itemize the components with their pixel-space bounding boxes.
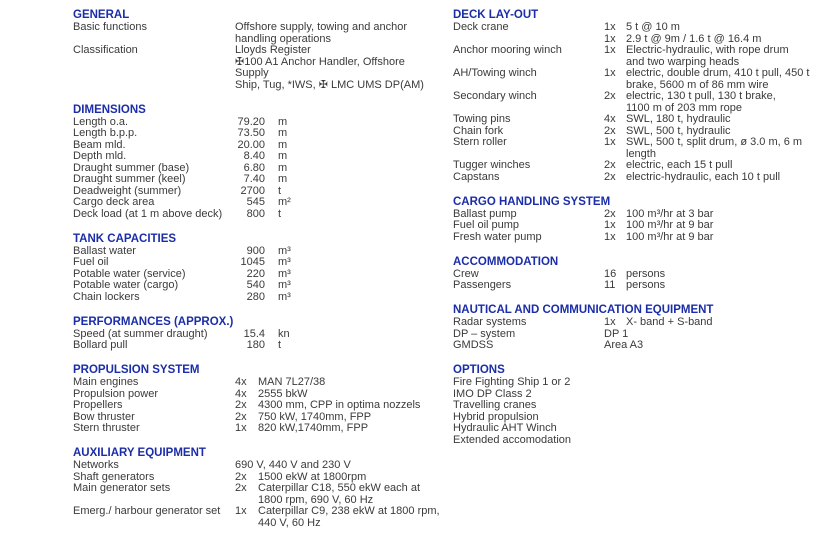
spec-value (258, 423, 441, 435)
spec-number: 79.20 (237, 115, 265, 128)
section-title: DIMENSIONS (73, 103, 146, 116)
spec-label: Networks (73, 459, 119, 471)
section-cargo-handling-system (453, 196, 827, 244)
spec-value-line: and two warping heads (626, 55, 740, 68)
spec-row (73, 128, 441, 140)
spec-value-line: handling operations (235, 32, 332, 45)
spec-value-line: 750 kW, 1740mm, FPP (258, 410, 372, 423)
spec-row (453, 400, 827, 412)
spec-value-line: MAN 7L27/38 (258, 376, 326, 388)
spec-value-line: 1500 ekW at 1800rpm (258, 470, 367, 483)
section-title: ACCOMMODATION (453, 255, 559, 268)
spec-row (73, 292, 441, 304)
spec-label: Draught summer (keel) (73, 173, 186, 185)
spec-value-line: 820 kW,1740mm, FPP (258, 422, 369, 434)
spec-label: Fuel oil pump (453, 219, 520, 231)
spec-value-line: 2.9 t @ 9m / 1.6 t @ 16.4 m (626, 32, 762, 45)
spec-value-line: 2555 bkW (258, 387, 308, 400)
spec-value-line: Offshore supply, towing and anchor (235, 21, 408, 33)
spec-label: Main generator sets (73, 482, 171, 494)
spec-row (73, 22, 441, 45)
spec-row (73, 280, 441, 292)
spec-label: Length b.p.p. (73, 127, 138, 139)
spec-row (73, 174, 441, 186)
spec-label: Stern thruster (73, 422, 140, 434)
spec-row (73, 45, 441, 91)
spec-number: 280 (246, 290, 265, 303)
spec-value (626, 220, 827, 232)
spec-unit: m (278, 138, 288, 151)
spec-quantity: 2x (235, 410, 247, 423)
spec-unit: t (278, 339, 282, 351)
section-general (73, 9, 441, 91)
spec-row (453, 280, 827, 292)
spec-quantity: 1x (604, 21, 616, 33)
spec-quantity: 2x (604, 124, 616, 137)
spec-value-line: 5 t @ 10 m (626, 21, 680, 33)
spec-value-line: Electric-hydraulic, with rope drum (626, 44, 789, 56)
section-accommodation (453, 256, 827, 292)
spec-value (626, 114, 827, 126)
spec-value-line: brake, 5600 m of 86 mm wire (626, 78, 769, 91)
spec-value-line: electric-hydraulic, each 10 t pull (626, 170, 781, 183)
spec-row (73, 340, 441, 352)
spec-number: 900 (246, 244, 265, 257)
spec-label: Shaft generators (73, 470, 155, 483)
spec-row (73, 197, 441, 209)
spec-value-line: ✠100 A1 Anchor Handler, Offshore Supply (235, 55, 405, 79)
spec-row (73, 483, 441, 506)
spec-row (453, 377, 827, 389)
left-column (73, 9, 441, 542)
spec-label: Basic functions (73, 21, 147, 33)
spec-label: Propulsion power (73, 387, 158, 400)
spec-label: Deck crane (453, 21, 509, 33)
section-title: AUXILIARY EQUIPMENT (73, 447, 206, 459)
spec-number: 1045 (240, 256, 265, 268)
spec-number: 8.40 (243, 150, 265, 162)
spec-label: Emerg./ harbour generator set (73, 505, 221, 517)
spec-quantity: 11 (604, 279, 616, 291)
section-nautical-and-communication-equipment (453, 304, 827, 352)
section-title: PERFORMANCES (APPROX.) (73, 315, 234, 328)
spec-unit: m³ (278, 244, 291, 257)
spec-value-line: 1800 rpm, 690 V, 60 Hz (258, 493, 374, 506)
spec-quantity: 2x (604, 170, 616, 183)
spec-row (73, 506, 441, 529)
spec-quantity: 1x (604, 219, 616, 231)
spec-value (626, 160, 827, 172)
spec-label: Ballast pump (453, 207, 517, 220)
spec-quantity: 1x (604, 32, 616, 45)
spec-unit: m (278, 115, 288, 128)
section-title: CARGO HANDLING SYSTEM (453, 195, 611, 208)
spec-quantity: 1x (604, 316, 616, 328)
spec-value (626, 22, 827, 34)
spec-unit: m (278, 150, 288, 162)
spec-row (73, 377, 441, 389)
spec-value-line: Caterpillar C18, 550 ekW each at (258, 482, 421, 494)
spec-value-line: 1100 m of 203 mm rope (626, 101, 742, 114)
spec-value-line: 440 V, 60 Hz (258, 516, 321, 529)
spec-row (453, 91, 827, 114)
spec-label: DP – system (453, 327, 516, 340)
spec-label: Towing pins (453, 113, 511, 125)
spec-label: Anchor mooring winch (453, 44, 562, 56)
section-propulsion-system (73, 364, 441, 435)
spec-label: Secondary winch (453, 90, 537, 102)
spec-quantity: 16 (604, 267, 617, 280)
spec-unit: m³ (278, 279, 291, 291)
spec-value (453, 400, 827, 412)
spec-label: Depth mld. (73, 150, 127, 162)
spec-row (73, 257, 441, 269)
spec-value (258, 377, 441, 389)
spec-row (453, 317, 827, 329)
spec-value (258, 483, 441, 506)
spec-quantity: 2x (235, 482, 247, 494)
spec-unit: m (278, 127, 288, 139)
spec-label: Stern roller (453, 136, 507, 148)
spec-unit: m³ (278, 290, 291, 303)
spec-row (453, 22, 827, 34)
spec-number: 220 (246, 267, 265, 280)
spec-unit: m³ (278, 267, 291, 280)
spec-value (235, 22, 441, 45)
section-title: TANK CAPACITIES (73, 232, 177, 245)
spec-label: Ballast water (73, 244, 136, 257)
right-column (453, 9, 827, 459)
spec-value-line: 690 V, 440 V and 230 V (235, 459, 351, 471)
spec-label: Length o.a. (73, 115, 129, 128)
spec-value (604, 340, 827, 352)
spec-row (453, 435, 827, 447)
spec-value-line: electric, each 15 t pull (626, 159, 733, 171)
spec-unit: m³ (278, 256, 291, 268)
spec-label: Propellers (73, 399, 123, 411)
spec-label: Potable water (service) (73, 267, 186, 280)
spec-number: 6.80 (243, 161, 265, 174)
spec-label: Radar systems (453, 316, 527, 328)
spec-value (453, 435, 827, 447)
spec-value (626, 45, 827, 68)
spec-label: Cargo deck area (73, 196, 155, 208)
spec-unit: kn (278, 327, 290, 340)
spec-row (453, 423, 827, 435)
spec-number: 180 (246, 339, 265, 351)
spec-value (626, 68, 827, 91)
spec-row (73, 209, 441, 221)
spec-value (235, 460, 441, 472)
spec-label: Main engines (73, 376, 139, 388)
spec-number: 20.00 (237, 138, 265, 151)
spec-label: Bollard pull (73, 339, 128, 351)
spec-value-line: Caterpillar C9, 238 ekW at 1800 rpm, (258, 505, 440, 517)
spec-value-line: Fire Fighting Ship 1 or 2 (453, 376, 571, 388)
spec-quantity: 4x (235, 376, 247, 388)
spec-row (73, 460, 441, 472)
spec-value (453, 423, 827, 435)
section-performances-approx (73, 316, 441, 352)
spec-number: 73.50 (237, 127, 265, 139)
section-title: GENERAL (73, 9, 130, 21)
spec-label: Chain fork (453, 124, 504, 137)
spec-value-line: 4300 mm, CPP in optima nozzels (258, 399, 421, 411)
spec-label: Deck load (at 1 m above deck) (73, 207, 223, 220)
spec-value-line: DP 1 (604, 327, 629, 340)
spec-row (73, 151, 441, 163)
spec-value-line: electric, 130 t pull, 130 t brake, (626, 90, 776, 102)
spec-label: Capstans (453, 170, 500, 183)
spec-value (626, 172, 827, 184)
spec-value (626, 137, 827, 160)
spec-label: Tugger winches (453, 159, 531, 171)
spec-value (258, 400, 441, 412)
spec-label: Draught summer (base) (73, 161, 190, 174)
spec-quantity: 1x (604, 230, 616, 243)
spec-quantity: 4x (235, 387, 247, 400)
spec-row (73, 400, 441, 412)
spec-unit: m (278, 161, 288, 174)
spec-quantity: 1x (604, 67, 616, 79)
section-tank-capacities (73, 233, 441, 304)
spec-value-line: 100 m³/hr at 9 bar (626, 219, 714, 231)
spec-label: AH/Towing winch (453, 67, 537, 79)
spec-value-line: persons (626, 279, 666, 291)
spec-value (626, 232, 827, 244)
spec-number: 2700 (240, 184, 265, 197)
spec-quantity: 1x (235, 505, 247, 517)
spec-row (73, 423, 441, 435)
spec-number: 15.4 (243, 327, 265, 340)
spec-label: Deadweight (summer) (73, 184, 182, 197)
spec-row (453, 160, 827, 172)
spec-row (453, 232, 827, 244)
spec-label: Fuel oil (73, 256, 109, 268)
spec-row (453, 172, 827, 184)
section-title: PROPULSION SYSTEM (73, 364, 200, 376)
spec-value-line: 100 m³/hr at 3 bar (626, 207, 714, 220)
spec-label: Chain lockers (73, 290, 140, 303)
spec-value-line: SWL, 180 t, hydraulic (626, 113, 731, 125)
spec-value-line: length (626, 147, 656, 160)
section-title: NAUTICAL AND COMMUNICATION EQUIPMENT (453, 304, 714, 316)
spec-quantity: 2x (604, 90, 616, 102)
spec-row (453, 114, 827, 126)
section-deck-lay-out (453, 9, 827, 183)
spec-label: Fresh water pump (453, 230, 542, 243)
spec-quantity: 2x (604, 159, 616, 171)
spec-number: 7.40 (243, 173, 265, 185)
spec-value-line: IMO DP Class 2 (453, 387, 532, 400)
spec-value-line: SWL, 500 t, split drum, ø 3.0 m, 6 m (626, 136, 803, 148)
spec-label: Speed (at summer draught) (73, 327, 208, 340)
spec-number: 545 (246, 196, 265, 208)
spec-value-line: Lloyds Register (235, 44, 311, 56)
spec-number: 800 (246, 207, 265, 220)
spec-row (453, 340, 827, 352)
spec-quantity: 2x (604, 207, 616, 220)
spec-quantity: 4x (604, 113, 616, 125)
spec-label: Beam mld. (73, 138, 126, 151)
spec-value-line: Travelling cranes (453, 399, 537, 411)
spec-value-line: X- band + S-band (626, 316, 713, 328)
spec-value (258, 506, 441, 529)
spec-value-line: persons (626, 267, 666, 280)
spec-number: 540 (246, 279, 265, 291)
spec-label: Bow thruster (73, 410, 135, 423)
spec-value-line: Ship, Tug, *IWS, ✠ LMC UMS DP(AM) (235, 78, 424, 91)
spec-value-line: 100 m³/hr at 9 bar (626, 230, 714, 243)
spec-row (453, 137, 827, 160)
section-auxiliary-equipment (73, 447, 441, 529)
spec-value (626, 317, 827, 329)
section-dimensions (73, 104, 441, 221)
spec-quantity: 1x (235, 422, 247, 434)
section-title: OPTIONS (453, 364, 505, 376)
spec-value-line: electric, double drum, 410 t pull, 450 t (626, 67, 810, 79)
spec-quantity: 1x (604, 136, 616, 148)
spec-value-line: Extended accomodation (453, 433, 572, 446)
spec-value (453, 377, 827, 389)
spec-value (626, 280, 827, 292)
spec-quantity: 2x (235, 470, 247, 483)
spec-value (235, 45, 441, 91)
spec-unit: m² (278, 196, 291, 208)
section-options (453, 364, 827, 446)
spec-row (453, 220, 827, 232)
spec-value-line: Hybrid propulsion (453, 410, 539, 423)
spec-label: Potable water (cargo) (73, 279, 179, 291)
spec-quantity: 1x (604, 44, 616, 56)
spec-row (453, 45, 827, 68)
spec-value-line: SWL, 500 t, hydraulic (626, 124, 731, 137)
spec-unit: t (278, 184, 282, 197)
spec-quantity: 2x (235, 399, 247, 411)
spec-label: Classification (73, 44, 138, 56)
spec-value (626, 91, 827, 114)
section-title: DECK LAY-OUT (453, 9, 539, 21)
spec-unit: m (278, 173, 288, 185)
spec-label: Crew (453, 267, 479, 280)
spec-value-line: Hydraulic AHT Winch (453, 422, 557, 434)
spec-row (453, 68, 827, 91)
spec-label: GMDSS (453, 339, 494, 351)
spec-label: Passengers (453, 279, 512, 291)
spec-value-line: Area A3 (604, 339, 644, 351)
spec-unit: t (278, 207, 282, 220)
